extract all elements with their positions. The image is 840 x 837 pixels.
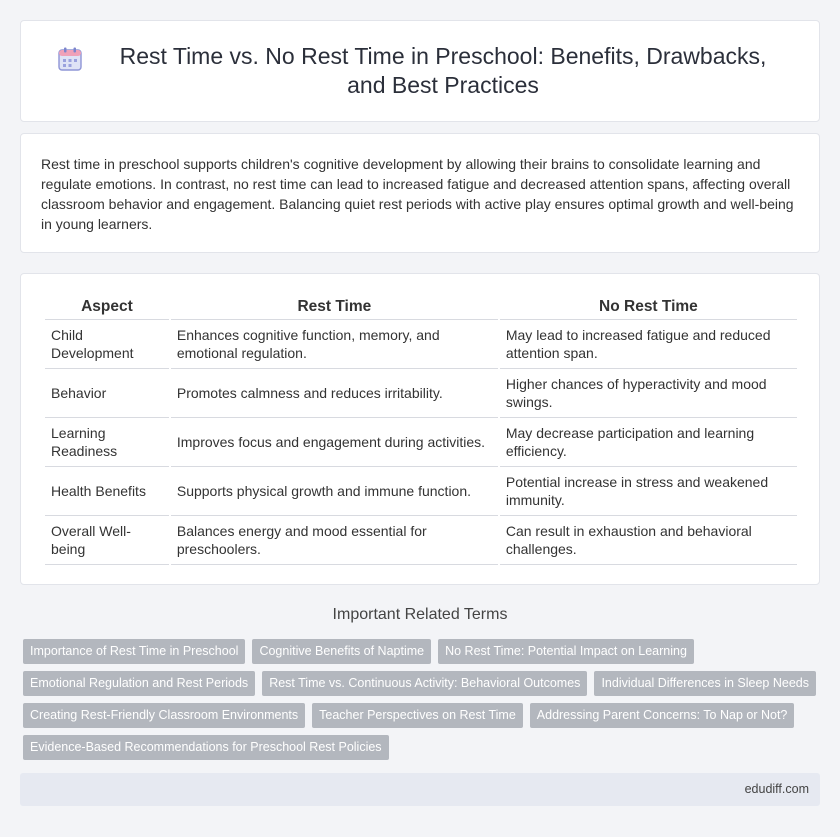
title-wrap	[57, 42, 783, 100]
table-row	[45, 516, 797, 565]
cell-aspect: Learning Readiness	[45, 418, 169, 467]
tag-row	[23, 671, 823, 696]
header-aspect: Aspect	[45, 296, 169, 320]
comparison-table	[43, 296, 799, 565]
cell-no-rest-time: Higher chances of hyperactivity and mood swings.	[500, 369, 797, 418]
cell-rest-time: Balances energy and mood essential for preschoolers.	[171, 516, 498, 565]
cell-rest-time: Supports physical growth and immune function.	[171, 467, 498, 516]
cell-rest-time: Improves focus and engagement during activities.	[171, 418, 498, 467]
cell-aspect: Child Development	[45, 320, 169, 369]
cell-no-rest-time: Potential increase in stress and weakened immunity.	[500, 467, 797, 516]
calendar-icon	[57, 46, 83, 72]
tag-link[interactable]: Addressing Parent Concerns: To Nap or Not?	[530, 703, 795, 728]
cell-no-rest-time: Can result in exhaustion and behavioral challenges.	[500, 516, 797, 565]
table-row	[45, 418, 797, 467]
related-terms-title: Important Related Terms	[332, 606, 508, 623]
cell-no-rest-time: May lead to increased fatigue and reduced attention span.	[500, 320, 797, 369]
tag-link[interactable]: Evidence-Based Recommendations for Preschool Rest Policies	[23, 735, 389, 760]
tag-row	[23, 639, 823, 664]
footer-site-link[interactable]: edudiff.com	[744, 782, 809, 796]
header-card	[20, 20, 820, 122]
tag-link[interactable]: No Rest Time: Potential Impact on Learning	[438, 639, 694, 664]
comparison-card	[20, 273, 820, 585]
tag-link[interactable]: Emotional Regulation and Rest Periods	[23, 671, 255, 696]
cell-aspect: Behavior	[45, 369, 169, 418]
table-row	[45, 467, 797, 516]
footer	[20, 773, 820, 806]
tag-link[interactable]: Teacher Perspectives on Rest Time	[312, 703, 523, 728]
page-title: Rest Time vs. No Rest Time in Preschool: Benefits, Drawbacks, and Best Practices	[119, 43, 767, 98]
tag-row	[23, 735, 823, 760]
intro-card	[20, 133, 820, 253]
cell-aspect: Health Benefits	[45, 467, 169, 516]
tag-link[interactable]: Individual Differences in Sleep Needs	[594, 671, 816, 696]
table-row	[45, 369, 797, 418]
cell-rest-time: Promotes calmness and reduces irritability.	[171, 369, 498, 418]
header-rest-time: Rest Time	[171, 296, 498, 320]
cell-aspect: Overall Well-being	[45, 516, 169, 565]
related-terms-tags	[23, 639, 823, 767]
cell-no-rest-time: May decrease participation and learning efficiency.	[500, 418, 797, 467]
table-header-row	[45, 296, 797, 320]
tag-row	[23, 703, 823, 728]
tag-link[interactable]: Creating Rest-Friendly Classroom Environments	[23, 703, 305, 728]
tag-link[interactable]: Cognitive Benefits of Naptime	[252, 639, 431, 664]
tag-link[interactable]: Rest Time vs. Continuous Activity: Behavioral Outcomes	[262, 671, 587, 696]
intro-paragraph: Rest time in preschool supports children's cognitive development by allowing their brains to consolidate learning and regulate emotions. In contrast, no rest time can lead to increased fatigue and decreased attention spans, affecting overall classroom behavior and engagement. Balancing quiet rest periods with active play ensures optimal growth and well-being in young learners.	[41, 156, 794, 232]
table-row	[45, 320, 797, 369]
header-no-rest-time: No Rest Time	[500, 296, 797, 320]
tag-link[interactable]: Importance of Rest Time in Preschool	[23, 639, 245, 664]
cell-rest-time: Enhances cognitive function, memory, and emotional regulation.	[171, 320, 498, 369]
